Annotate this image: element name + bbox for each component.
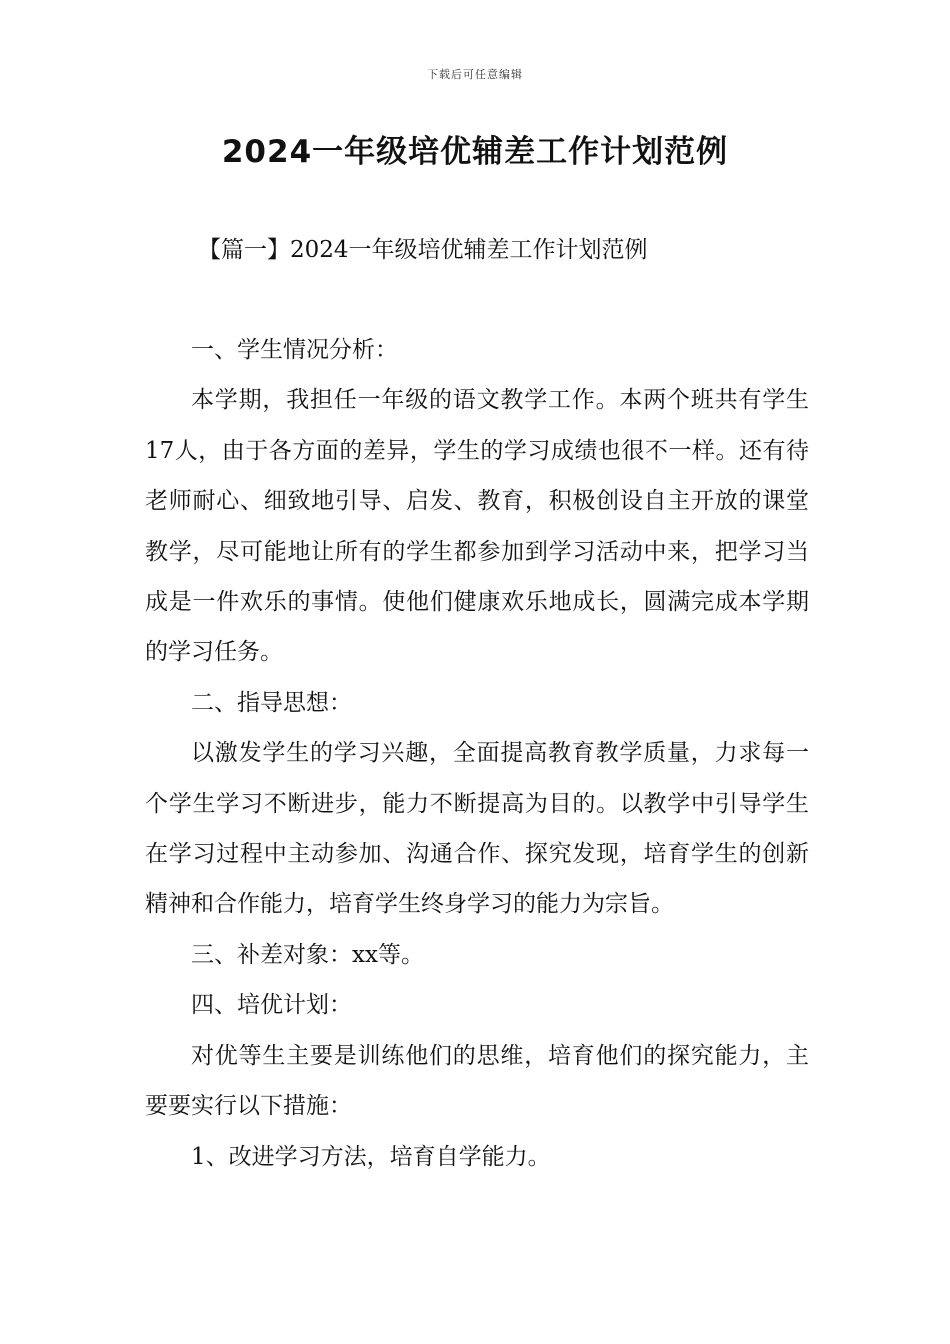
header-note: 下载后可任意编辑 <box>427 68 523 81</box>
paragraph-student-analysis: 本学期，我担任一年级的语文教学工作。本两个班共有学生17人，由于各方面的差异，学生的学习成绩也很不一样。还有待老师耐心、细致地引导、启发、教育，积极创设自主开放的课堂教学，尽可能地让所有的学生都参加到学习活动中来，把学习当成是一件欢乐的事情。使他们健康欢乐地成长，圆满完成本学期的学习任务。 <box>145 387 809 666</box>
section-heading: 【篇一】2024一年级培优辅差工作计划范例 <box>198 237 648 263</box>
list-item-1: 1、改进学习方法，培育自学能力。 <box>191 1143 551 1170</box>
heading-guiding-idea: 二、指导思想： <box>191 689 352 716</box>
heading-excellence-plan: 四、培优计划： <box>191 992 352 1019</box>
paragraph-excellence-plan: 对优等生主要是训练他们的思维，培育他们的探究能力，主要要实行以下措施： <box>145 1042 809 1120</box>
paragraph-remedial-targets: 三、补差对象：xx等。 <box>191 941 424 968</box>
paragraph-guiding-idea: 以激发学生的学习兴趣，全面提高教育教学质量，力求每一个学生学习不断进步，能力不断提高为目的。以教学中引导学生在学习过程中主动参加、沟通合作、探究发现，培育学生的创新精神和合作能力，培育学生终身学习的能力为宗旨。 <box>145 740 809 918</box>
heading-student-analysis: 一、学生情况分析： <box>191 337 398 363</box>
body-text <box>145 325 809 1182</box>
document-title: 2024一年级培优辅差工作计划范例 <box>221 134 729 170</box>
